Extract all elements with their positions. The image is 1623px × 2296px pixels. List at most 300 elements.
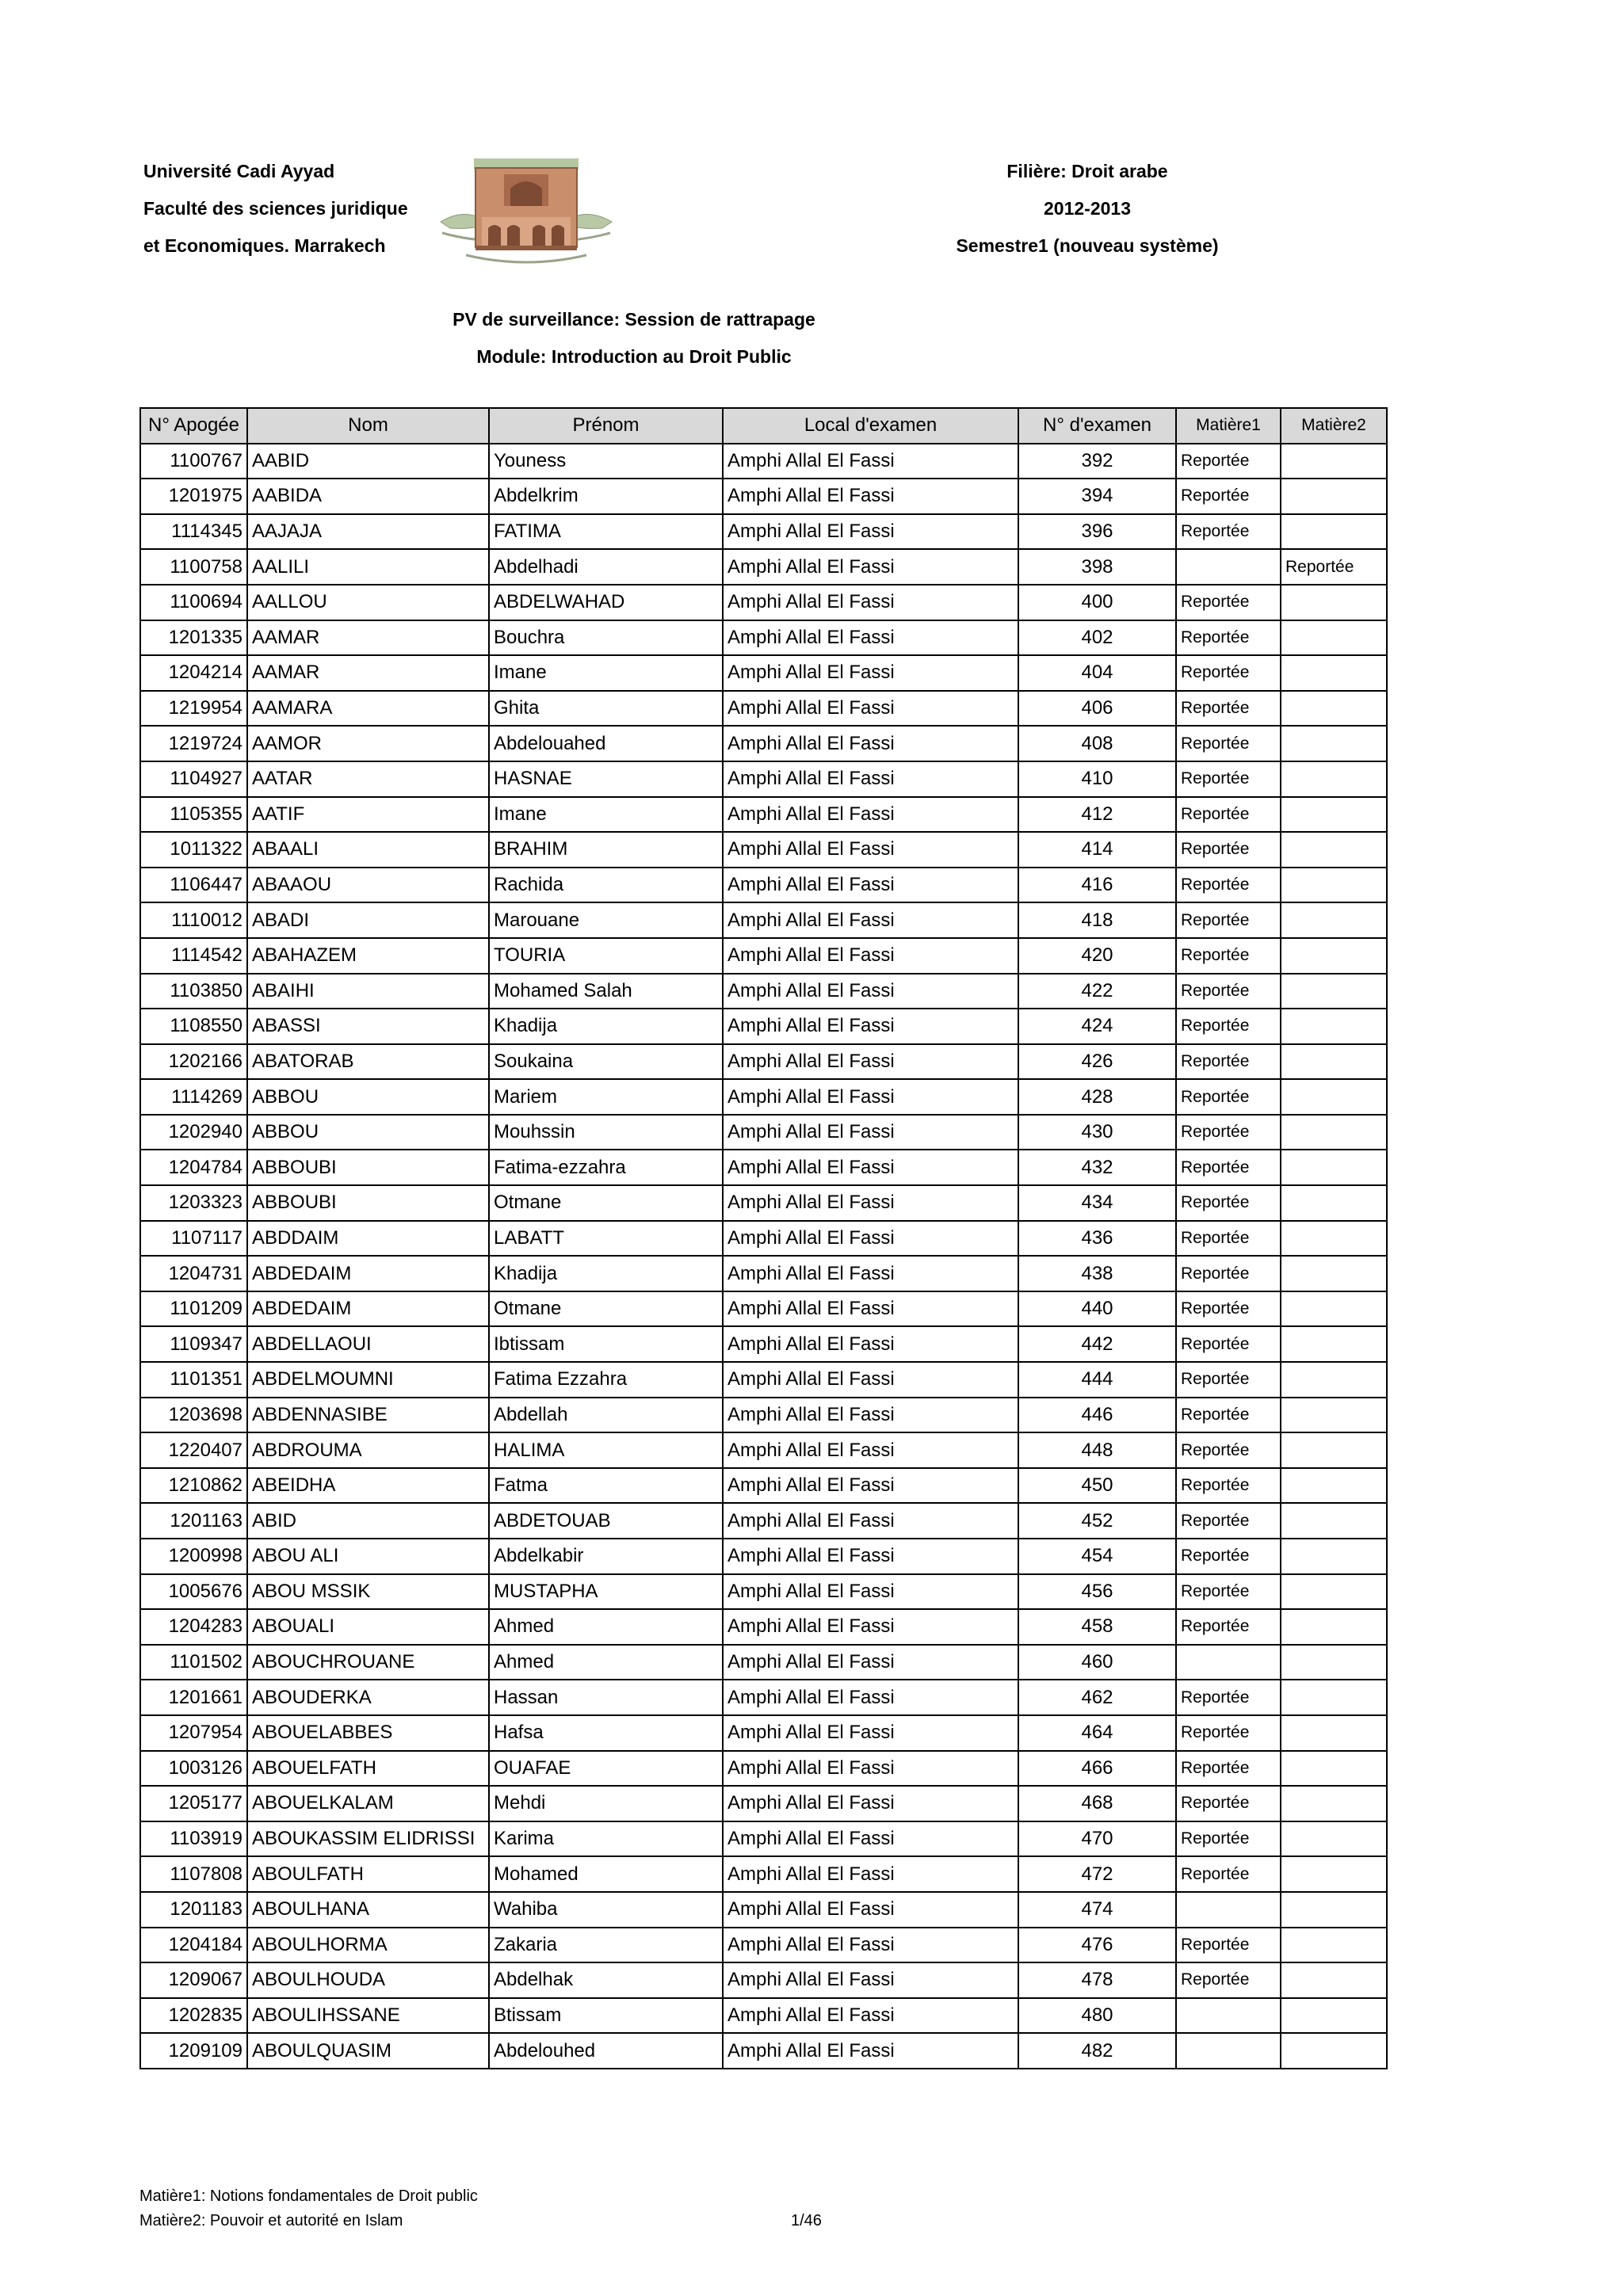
cell-prenom: Wahiba [489, 1892, 723, 1928]
table-row [140, 514, 1387, 550]
cell-matiere1: Reportée [1176, 1503, 1281, 1539]
table-row [140, 1432, 1387, 1468]
cell-apogee: 1205177 [140, 1786, 247, 1821]
cell-num-examen: 428 [1018, 1079, 1176, 1115]
cell-local: Amphi Allal El Fassi [723, 832, 1018, 868]
cell-apogee: 1201335 [140, 620, 247, 656]
cell-num-examen: 412 [1018, 797, 1176, 833]
cell-local: Amphi Allal El Fassi [723, 655, 1018, 691]
cell-apogee: 1207954 [140, 1715, 247, 1751]
table-row [140, 726, 1387, 761]
table-row [140, 1362, 1387, 1398]
cell-nom: ABBOU [247, 1115, 489, 1150]
cell-apogee: 1203698 [140, 1398, 247, 1433]
cell-matiere1: Reportée [1176, 1821, 1281, 1857]
cell-nom: ABDROUMA [247, 1432, 489, 1468]
cell-local: Amphi Allal El Fassi [723, 1079, 1018, 1115]
table-row [140, 1221, 1387, 1257]
cell-nom: ABBOUBI [247, 1150, 489, 1185]
cell-matiere1: Reportée [1176, 832, 1281, 868]
cell-local: Amphi Allal El Fassi [723, 726, 1018, 761]
cell-prenom: Abdelhak [489, 1962, 723, 1998]
cell-apogee: 1101209 [140, 1291, 247, 1327]
cell-apogee: 1202835 [140, 1998, 247, 2034]
cell-matiere2 [1281, 726, 1387, 761]
cell-matiere2 [1281, 974, 1387, 1009]
cell-nom: AAMOR [247, 726, 489, 761]
cell-local: Amphi Allal El Fassi [723, 620, 1018, 656]
cell-local: Amphi Allal El Fassi [723, 1574, 1018, 1610]
cell-num-examen: 394 [1018, 479, 1176, 514]
table-row [140, 1079, 1387, 1115]
cell-apogee: 1103850 [140, 974, 247, 1009]
cell-local: Amphi Allal El Fassi [723, 585, 1018, 620]
cell-local: Amphi Allal El Fassi [723, 549, 1018, 585]
cell-nom: ABOULFATH [247, 1856, 489, 1892]
cell-nom: ABAHAZEM [247, 938, 489, 974]
cell-nom: AAMARA [247, 691, 489, 727]
cell-matiere1 [1176, 2033, 1281, 2069]
cell-local: Amphi Allal El Fassi [723, 691, 1018, 727]
cell-matiere1 [1176, 1998, 1281, 2034]
cell-prenom: FATIMA [489, 514, 723, 550]
cell-local: Amphi Allal El Fassi [723, 1786, 1018, 1821]
header-matiere1: Matière1 [1176, 408, 1281, 444]
cell-matiere2 [1281, 1009, 1387, 1044]
table-row [140, 2033, 1387, 2069]
cell-nom: ABDEDAIM [247, 1256, 489, 1291]
cell-prenom: Imane [489, 797, 723, 833]
cell-nom: ABBOU [247, 1079, 489, 1115]
table-row [140, 655, 1387, 691]
cell-nom: AATIF [247, 797, 489, 833]
table-row [140, 1539, 1387, 1574]
cell-apogee: 1104927 [140, 761, 247, 797]
cell-nom: ABOULIHSSANE [247, 1998, 489, 2034]
cell-matiere2 [1281, 1044, 1387, 1080]
cell-nom: ABAAOU [247, 868, 489, 903]
cell-local: Amphi Allal El Fassi [723, 1291, 1018, 1327]
cell-local: Amphi Allal El Fassi [723, 868, 1018, 903]
cell-apogee: 1204731 [140, 1256, 247, 1291]
cell-prenom: ABDELWAHAD [489, 585, 723, 620]
cell-num-examen: 478 [1018, 1962, 1176, 1998]
cell-matiere2: Reportée [1281, 549, 1387, 585]
cell-matiere1: Reportée [1176, 1715, 1281, 1751]
cell-matiere1: Reportée [1176, 1079, 1281, 1115]
cell-nom: AABIDA [247, 479, 489, 514]
cell-nom: ABDDAIM [247, 1221, 489, 1257]
cell-num-examen: 432 [1018, 1150, 1176, 1185]
table-row [140, 974, 1387, 1009]
table-row [140, 1115, 1387, 1150]
cell-prenom: Mariem [489, 1079, 723, 1115]
table-header-row [140, 408, 1387, 444]
header-local: Local d'examen [723, 408, 1018, 444]
cell-matiere2 [1281, 1680, 1387, 1715]
cell-num-examen: 458 [1018, 1609, 1176, 1645]
cell-local: Amphi Allal El Fassi [723, 1715, 1018, 1751]
cell-nom: ABOULHORMA [247, 1928, 489, 1963]
cell-matiere1 [1176, 1645, 1281, 1680]
cell-prenom: TOURIA [489, 938, 723, 974]
cell-matiere1: Reportée [1176, 1680, 1281, 1715]
cell-local: Amphi Allal El Fassi [723, 761, 1018, 797]
cell-matiere1: Reportée [1176, 1009, 1281, 1044]
cell-apogee: 1204784 [140, 1150, 247, 1185]
cell-matiere2 [1281, 1962, 1387, 1998]
cell-apogee: 1103919 [140, 1821, 247, 1857]
table-row [140, 1398, 1387, 1433]
cell-apogee: 1005676 [140, 1574, 247, 1610]
cell-matiere2 [1281, 1256, 1387, 1291]
table-row [140, 1609, 1387, 1645]
cell-nom: ABOULHOUDA [247, 1962, 489, 1998]
filiere: Filière: Droit arabe [1006, 161, 1168, 181]
university-logo [434, 151, 618, 266]
session-title: PV de surveillance: Session de rattrapage [453, 309, 815, 330]
table-row [140, 1928, 1387, 1963]
cell-local: Amphi Allal El Fassi [723, 444, 1018, 479]
table-row [140, 761, 1387, 797]
cell-local: Amphi Allal El Fassi [723, 1044, 1018, 1080]
cell-num-examen: 444 [1018, 1362, 1176, 1398]
table-row [140, 1009, 1387, 1044]
cell-num-examen: 472 [1018, 1856, 1176, 1892]
cell-nom: ABOUKASSIM ELIDRISSI [247, 1821, 489, 1857]
cell-matiere2 [1281, 620, 1387, 656]
table-row [140, 1680, 1387, 1715]
cell-matiere1 [1176, 1892, 1281, 1928]
table-row [140, 868, 1387, 903]
cell-nom: ABOUELKALAM [247, 1786, 489, 1821]
cell-matiere2 [1281, 1503, 1387, 1539]
cell-prenom: Abdelouahed [489, 726, 723, 761]
footnote-matiere2: Matière2: Pouvoir et autorité en Islam [139, 2212, 403, 2229]
cell-num-examen: 450 [1018, 1468, 1176, 1504]
cell-local: Amphi Allal El Fassi [723, 1751, 1018, 1787]
cell-num-examen: 414 [1018, 832, 1176, 868]
cell-prenom: Abdelhadi [489, 549, 723, 585]
academic-year: 2012-2013 [1044, 198, 1131, 219]
cell-prenom: Khadija [489, 1256, 723, 1291]
cell-num-examen: 446 [1018, 1398, 1176, 1433]
cell-matiere1: Reportée [1176, 1468, 1281, 1504]
cell-matiere2 [1281, 1398, 1387, 1433]
cell-local: Amphi Allal El Fassi [723, 797, 1018, 833]
cell-local: Amphi Allal El Fassi [723, 2033, 1018, 2069]
cell-matiere1: Reportée [1176, 655, 1281, 691]
cell-prenom: Fatima Ezzahra [489, 1362, 723, 1398]
cell-matiere2 [1281, 1786, 1387, 1821]
table-row [140, 797, 1387, 833]
table-row [140, 691, 1387, 727]
cell-matiere2 [1281, 938, 1387, 974]
cell-prenom: HASNAE [489, 761, 723, 797]
cell-matiere2 [1281, 902, 1387, 938]
cell-matiere1: Reportée [1176, 691, 1281, 727]
table-row [140, 1962, 1387, 1998]
cell-apogee: 1101351 [140, 1362, 247, 1398]
cell-matiere2 [1281, 2033, 1387, 2069]
cell-prenom: Abdellah [489, 1398, 723, 1433]
cell-prenom: Mohamed Salah [489, 974, 723, 1009]
cell-nom: AALILI [247, 549, 489, 585]
faculty-name: Faculté des sciences juridique [143, 198, 408, 219]
cell-apogee: 1200998 [140, 1539, 247, 1574]
cell-nom: ABOUDERKA [247, 1680, 489, 1715]
module-title: Module: Introduction au Droit Public [476, 346, 792, 367]
cell-apogee: 1209109 [140, 2033, 247, 2069]
cell-matiere1: Reportée [1176, 1786, 1281, 1821]
cell-matiere1: Reportée [1176, 1256, 1281, 1291]
cell-apogee: 1209067 [140, 1962, 247, 1998]
cell-apogee: 1109347 [140, 1326, 247, 1362]
cell-num-examen: 482 [1018, 2033, 1176, 2069]
cell-nom: AAMAR [247, 655, 489, 691]
cell-apogee: 1100767 [140, 444, 247, 479]
cell-num-examen: 422 [1018, 974, 1176, 1009]
cell-num-examen: 416 [1018, 868, 1176, 903]
cell-num-examen: 468 [1018, 1786, 1176, 1821]
cell-nom: ABADI [247, 902, 489, 938]
header-matiere2: Matière2 [1281, 408, 1387, 444]
cell-matiere1: Reportée [1176, 761, 1281, 797]
cell-prenom: Zakaria [489, 1928, 723, 1963]
cell-nom: ABAIHI [247, 974, 489, 1009]
cell-local: Amphi Allal El Fassi [723, 902, 1018, 938]
header-prenom: Prénom [489, 408, 723, 444]
cell-matiere1: Reportée [1176, 1185, 1281, 1221]
cell-nom: AALLOU [247, 585, 489, 620]
cell-apogee: 1101502 [140, 1645, 247, 1680]
header-nom: Nom [247, 408, 489, 444]
cell-nom: ABOULQUASIM [247, 2033, 489, 2069]
students-table [139, 407, 1388, 2069]
cell-nom: ABAALI [247, 832, 489, 868]
cell-local: Amphi Allal El Fassi [723, 1221, 1018, 1257]
cell-nom: ABOUCHROUANE [247, 1645, 489, 1680]
table-row [140, 1291, 1387, 1327]
cell-nom: ABID [247, 1503, 489, 1539]
cell-matiere2 [1281, 655, 1387, 691]
cell-matiere1: Reportée [1176, 1115, 1281, 1150]
cell-nom: ABATORAB [247, 1044, 489, 1080]
cell-num-examen: 408 [1018, 726, 1176, 761]
cell-matiere2 [1281, 479, 1387, 514]
cell-matiere1: Reportée [1176, 620, 1281, 656]
cell-matiere1: Reportée [1176, 1609, 1281, 1645]
cell-matiere1: Reportée [1176, 902, 1281, 938]
cell-matiere1: Reportée [1176, 1856, 1281, 1892]
table-row [140, 444, 1387, 479]
cell-num-examen: 454 [1018, 1539, 1176, 1574]
cell-matiere1: Reportée [1176, 1432, 1281, 1468]
cell-prenom: Ibtissam [489, 1326, 723, 1362]
cell-prenom: Mouhssin [489, 1115, 723, 1150]
cell-prenom: Abdelkrim [489, 479, 723, 514]
cell-apogee: 1202166 [140, 1044, 247, 1080]
table-row [140, 832, 1387, 868]
cell-prenom: MUSTAPHA [489, 1574, 723, 1610]
cell-matiere2 [1281, 1892, 1387, 1928]
cell-apogee: 1204184 [140, 1928, 247, 1963]
cell-matiere1: Reportée [1176, 868, 1281, 903]
cell-matiere2 [1281, 1432, 1387, 1468]
cell-num-examen: 466 [1018, 1751, 1176, 1787]
cell-apogee: 1105355 [140, 797, 247, 833]
cell-prenom: Mohamed [489, 1856, 723, 1892]
cell-prenom: Otmane [489, 1185, 723, 1221]
cell-nom: AATAR [247, 761, 489, 797]
cell-apogee: 1201183 [140, 1892, 247, 1928]
cell-num-examen: 442 [1018, 1326, 1176, 1362]
cell-matiere1: Reportée [1176, 1539, 1281, 1574]
cell-num-examen: 464 [1018, 1715, 1176, 1751]
page-number: 1/46 [791, 2212, 822, 2229]
cell-local: Amphi Allal El Fassi [723, 1432, 1018, 1468]
footnote-matiere1: Matière1: Notions fondamentales de Droit public [139, 2187, 478, 2205]
cell-matiere1: Reportée [1176, 1574, 1281, 1610]
cell-prenom: Ahmed [489, 1609, 723, 1645]
cell-apogee: 1219954 [140, 691, 247, 727]
cell-num-examen: 420 [1018, 938, 1176, 974]
cell-nom: ABOUALI [247, 1609, 489, 1645]
cell-nom: ABDELLAOUI [247, 1326, 489, 1362]
cell-num-examen: 404 [1018, 655, 1176, 691]
cell-apogee: 1114269 [140, 1079, 247, 1115]
table-row [140, 1645, 1387, 1680]
cell-num-examen: 474 [1018, 1892, 1176, 1928]
table-row [140, 1786, 1387, 1821]
cell-num-examen: 436 [1018, 1221, 1176, 1257]
table-row [140, 585, 1387, 620]
cell-prenom: Otmane [489, 1291, 723, 1327]
cell-apogee: 1114542 [140, 938, 247, 974]
cell-matiere1: Reportée [1176, 1221, 1281, 1257]
cell-prenom: Bouchra [489, 620, 723, 656]
cell-prenom: Mehdi [489, 1786, 723, 1821]
cell-nom: ABOU MSSIK [247, 1574, 489, 1610]
cell-nom: AAMAR [247, 620, 489, 656]
cell-apogee: 1201163 [140, 1503, 247, 1539]
cell-matiere1: Reportée [1176, 479, 1281, 514]
cell-matiere1: Reportée [1176, 1398, 1281, 1433]
faculty-city: et Economiques. Marrakech [143, 235, 386, 256]
cell-local: Amphi Allal El Fassi [723, 1998, 1018, 2034]
cell-num-examen: 462 [1018, 1680, 1176, 1715]
cell-matiere2 [1281, 1928, 1387, 1963]
semester: Semestre1 (nouveau système) [956, 235, 1219, 256]
cell-num-examen: 426 [1018, 1044, 1176, 1080]
table-row [140, 1574, 1387, 1610]
cell-num-examen: 400 [1018, 585, 1176, 620]
cell-num-examen: 438 [1018, 1256, 1176, 1291]
cell-prenom: Abdelouhed [489, 2033, 723, 2069]
cell-matiere2 [1281, 1821, 1387, 1857]
cell-apogee: 1210862 [140, 1468, 247, 1504]
cell-apogee: 1106447 [140, 868, 247, 903]
cell-apogee: 1108550 [140, 1009, 247, 1044]
cell-num-examen: 476 [1018, 1928, 1176, 1963]
cell-apogee: 1204283 [140, 1609, 247, 1645]
cell-nom: AABID [247, 444, 489, 479]
cell-matiere1: Reportée [1176, 1362, 1281, 1398]
table-row [140, 1856, 1387, 1892]
cell-num-examen: 430 [1018, 1115, 1176, 1150]
cell-matiere2 [1281, 514, 1387, 550]
cell-apogee: 1203323 [140, 1185, 247, 1221]
cell-prenom: Hafsa [489, 1715, 723, 1751]
cell-prenom: Rachida [489, 868, 723, 903]
cell-local: Amphi Allal El Fassi [723, 1821, 1018, 1857]
cell-matiere1: Reportée [1176, 585, 1281, 620]
cell-nom: ABDEDAIM [247, 1291, 489, 1327]
cell-prenom: Btissam [489, 1998, 723, 2034]
table-row [140, 479, 1387, 514]
cell-matiere1: Reportée [1176, 1044, 1281, 1080]
cell-prenom: Fatma [489, 1468, 723, 1504]
table-row [140, 1044, 1387, 1080]
table-row [140, 1715, 1387, 1751]
cell-prenom: Ghita [489, 691, 723, 727]
cell-num-examen: 470 [1018, 1821, 1176, 1857]
cell-local: Amphi Allal El Fassi [723, 1468, 1018, 1504]
table-row [140, 1256, 1387, 1291]
cell-matiere2 [1281, 1291, 1387, 1327]
cell-local: Amphi Allal El Fassi [723, 1645, 1018, 1680]
cell-apogee: 1107808 [140, 1856, 247, 1892]
cell-matiere2 [1281, 691, 1387, 727]
cell-apogee: 1003126 [140, 1751, 247, 1787]
cell-local: Amphi Allal El Fassi [723, 479, 1018, 514]
cell-nom: ABDELMOUMNI [247, 1362, 489, 1398]
header-num-examen: N° d'examen [1018, 408, 1176, 444]
cell-prenom: Khadija [489, 1009, 723, 1044]
table-row [140, 1326, 1387, 1362]
cell-num-examen: 406 [1018, 691, 1176, 727]
cell-num-examen: 402 [1018, 620, 1176, 656]
cell-apogee: 1100694 [140, 585, 247, 620]
cell-local: Amphi Allal El Fassi [723, 1256, 1018, 1291]
cell-num-examen: 392 [1018, 444, 1176, 479]
cell-local: Amphi Allal El Fassi [723, 514, 1018, 550]
cell-matiere1: Reportée [1176, 726, 1281, 761]
cell-num-examen: 424 [1018, 1009, 1176, 1044]
table-row [140, 549, 1387, 585]
cell-prenom: ABDETOUAB [489, 1503, 723, 1539]
cell-local: Amphi Allal El Fassi [723, 1928, 1018, 1963]
cell-matiere2 [1281, 1715, 1387, 1751]
cell-local: Amphi Allal El Fassi [723, 1609, 1018, 1645]
cell-local: Amphi Allal El Fassi [723, 1962, 1018, 1998]
cell-local: Amphi Allal El Fassi [723, 1503, 1018, 1539]
table-row [140, 1150, 1387, 1185]
cell-prenom: BRAHIM [489, 832, 723, 868]
university-name: Université Cadi Ayyad [143, 161, 335, 181]
cell-prenom: Marouane [489, 902, 723, 938]
cell-num-examen: 456 [1018, 1574, 1176, 1610]
cell-apogee: 1202940 [140, 1115, 247, 1150]
cell-prenom: Abdelkabir [489, 1539, 723, 1574]
cell-local: Amphi Allal El Fassi [723, 1009, 1018, 1044]
cell-apogee: 1220407 [140, 1432, 247, 1468]
cell-matiere1: Reportée [1176, 444, 1281, 479]
cell-matiere2 [1281, 1856, 1387, 1892]
cell-matiere2 [1281, 832, 1387, 868]
cell-local: Amphi Allal El Fassi [723, 938, 1018, 974]
cell-num-examen: 418 [1018, 902, 1176, 938]
